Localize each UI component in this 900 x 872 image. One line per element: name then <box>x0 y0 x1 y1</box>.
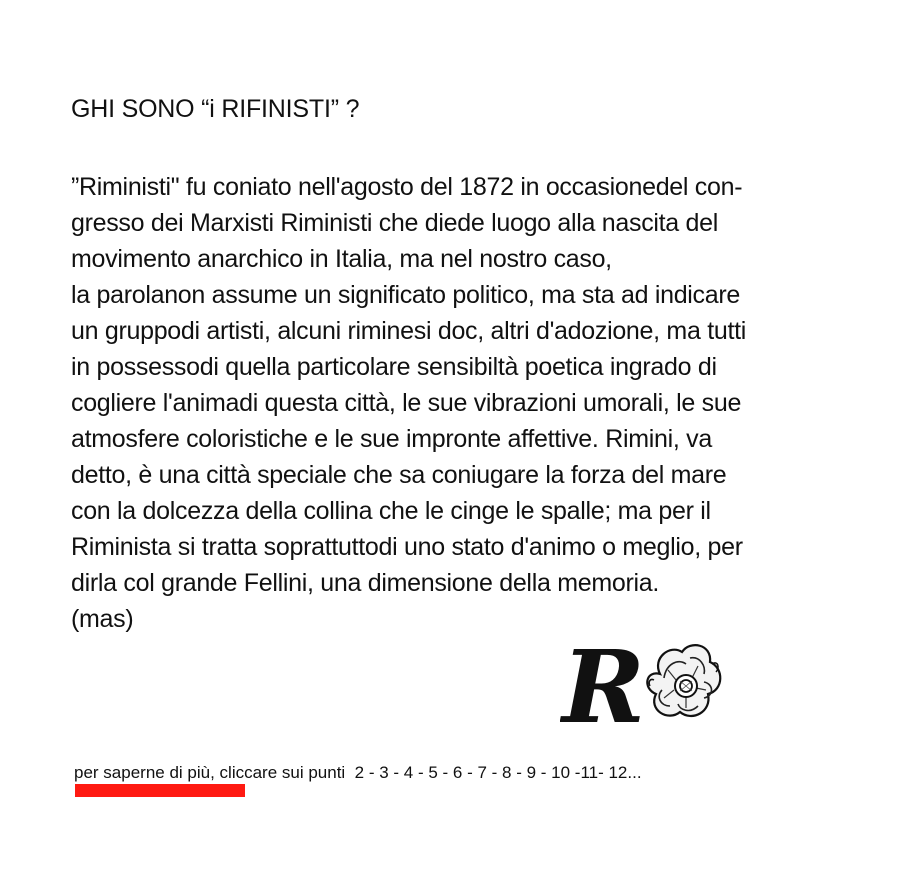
paragraph-line: atmosfere coloristiche e le sue impronte affettive. Rimini, va <box>71 425 712 453</box>
paragraph-line: cogliere l'animadi questa città, le sue vibrazioni umorali, le sue <box>71 389 742 417</box>
flower-icon <box>647 645 720 716</box>
page-number-links[interactable]: 2 - 3 - 4 - 5 - 6 - 7 - 8 - 9 - 10 -11- 12... <box>354 763 642 782</box>
riministi-logo <box>560 636 724 732</box>
paragraph-line: gresso dei Marxisti Riministi che diede luogo alla nascita del <box>71 209 719 237</box>
footer-navigation <box>74 762 642 784</box>
paragraph-line: in possessodi quella particolare sensibiltà poetica ingrado di <box>71 353 717 381</box>
svg-text:R: R <box>562 636 646 732</box>
intro-paragraph <box>71 169 831 637</box>
logo-letter-r <box>560 636 645 732</box>
paragraph-line: Riminista si tratta soprattuttodi uno stato d'animo o meglio, per <box>71 533 743 561</box>
footer-instruction: , cliccare sui punti <box>210 763 355 782</box>
paragraph-line: un gruppodi artisti, alcuni riminesi doc, altri d'adozione, ma tutti <box>71 317 746 345</box>
paragraph-line: la parolanon assume un significato politico, ma sta ad indicare <box>71 281 740 309</box>
more-info-link[interactable]: per saperne di più <box>74 763 211 782</box>
paragraph-line: detto, è una città speciale che sa coniugare la forza del mare <box>71 461 727 489</box>
paragraph-line: movimento anarchico in Italia, ma nel nostro caso, <box>71 245 612 273</box>
signature-line: (mas) <box>71 605 134 633</box>
paragraph-line: ”Riministi" fu coniato nell'agosto del 1872 in occasionedel con- <box>71 173 743 201</box>
page-title: GHI SONO “i RIFINISTI” ? <box>71 95 360 123</box>
paragraph-line: con la dolcezza della collina che le cinge le spalle; ma per il <box>71 497 711 525</box>
red-underline-bar <box>75 784 245 797</box>
paragraph-line: dirla col grande Fellini, una dimensione della memoria. <box>71 569 659 597</box>
